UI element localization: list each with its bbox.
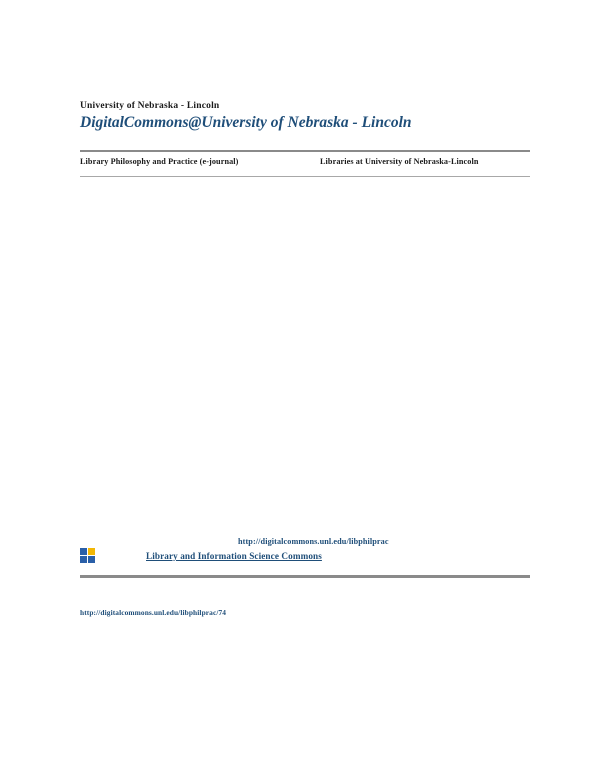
breadcrumb-libraries-link[interactable]: Libraries at University of Nebraska-Lincoln (320, 157, 479, 166)
document-body (80, 185, 530, 530)
digital-commons-logo-icon (80, 548, 96, 564)
footer-divider (80, 575, 530, 578)
citation-url-link[interactable]: http://digitalcommons.unl.edu/libphilprac (238, 537, 389, 546)
subject-commons-link[interactable]: Library and Information Science Commons (146, 551, 322, 561)
breadcrumb-divider (80, 176, 530, 177)
repository-masthead: DigitalCommons@University of Nebraska - Lincoln (80, 114, 412, 131)
breadcrumb-journal-link[interactable]: Library Philosophy and Practice (e-journal) (80, 157, 239, 166)
breadcrumb (80, 157, 530, 171)
series-row (80, 548, 530, 572)
header-divider (80, 150, 530, 152)
document-header (80, 100, 530, 133)
institution-name: University of Nebraska - Lincoln (80, 101, 220, 111)
footer-url-link[interactable]: http://digitalcommons.unl.edu/libphilprac/74 (80, 608, 227, 617)
